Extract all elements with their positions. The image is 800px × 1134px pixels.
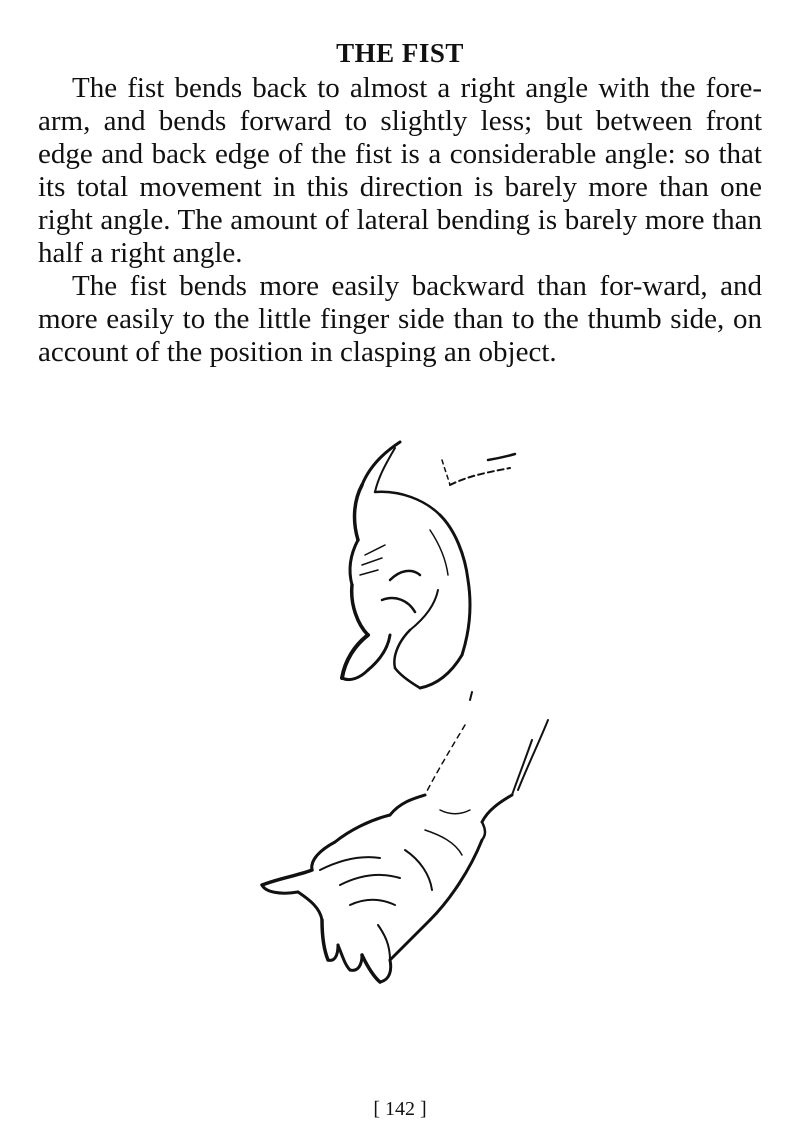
body-text <box>38 72 762 369</box>
page-number: [ 142 ] <box>373 1098 427 1120</box>
paragraph-1: The fist bends back to almost a right angle with the fore-arm, and bends forward to slightly less; but between front edge and back edge of the fist is a considerable angle: so that its total movement in this direction is barely more than one right angle. The amount of lateral bending is barely more than half a right angle. <box>38 72 762 269</box>
page-title: THE FIST <box>336 38 464 68</box>
upper-hand-sketch <box>342 442 515 688</box>
paragraph-2: The fist bends more easily backward than for-ward, and more easily to the little finger side than to the thumb side, on account of the position in clasping an object. <box>38 270 762 368</box>
lower-hand-sketch <box>262 692 548 982</box>
hand-sketch-illustration <box>250 430 570 1000</box>
